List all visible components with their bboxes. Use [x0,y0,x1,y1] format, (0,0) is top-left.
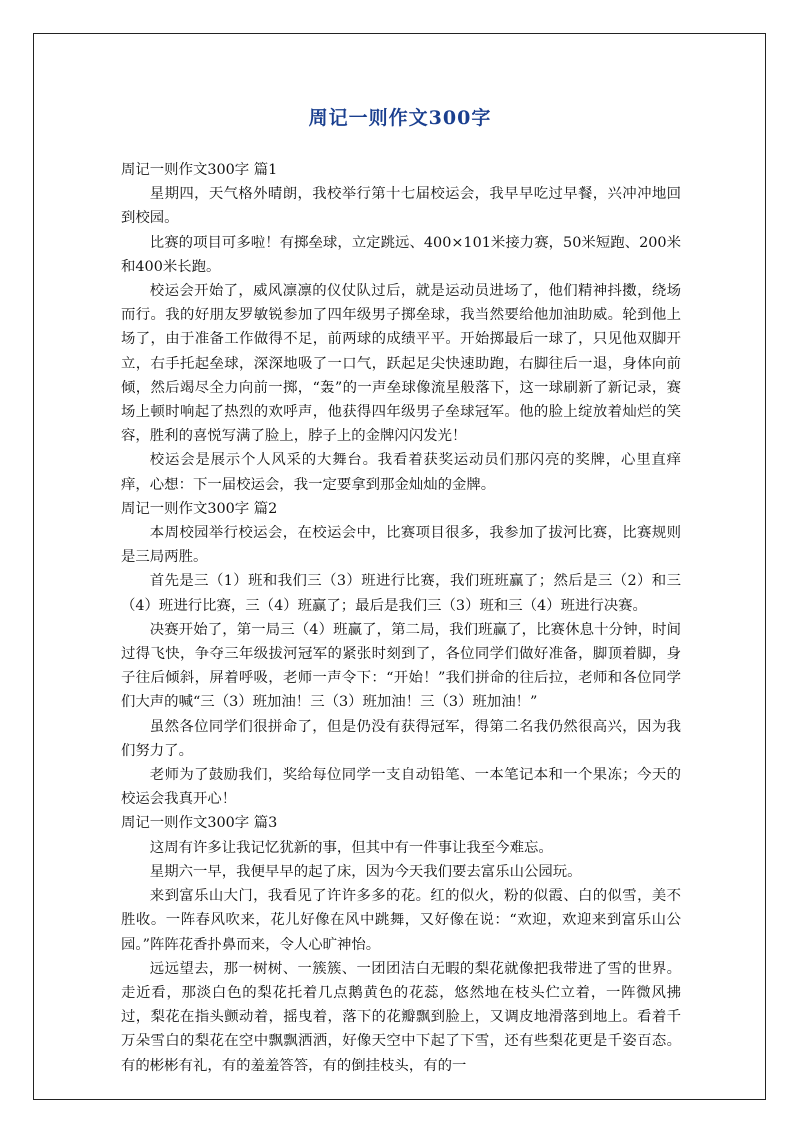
paragraph: 校运会开始了，威风凛凛的仪仗队过后，就是运动员进场了，他们精神抖擞，绕场而行。我的好朋友罗敏锐参加了四年级男子掷垒球，我当然要给他加油助威。轮到他上场了，由于准备工作做得不足，前两球的成绩平平。开始掷最后一球了，只见他双脚开立，右手托起垒球，深深地吸了一口气，跃起足尖快速助跑，右脚往后一退，身体向前倾，然后竭尽全力向前一掷，“轰”的一声垒球像流星般落下，这一球刷新了新记录，赛场上顿时响起了热烈的欢呼声，他获得四年级男子垒球冠军。他的脸上绽放着灿烂的笑容，胜利的喜悦写满了脸上，脖子上的金牌闪闪发光！ [121,283,681,445]
document-title: 周记一则作文300字 [308,107,492,129]
paragraph: 决赛开始了，第一局三（4）班赢了，第二局，我们班赢了，比赛休息十分钟，时间过得飞快，争夺三年级拔河冠军的紧张时刻到了，各位同学们做好准备，脚顶着脚，身子往后倾斜，屏着呼吸，老师一声令下：“开始！”我们拼命的往后拉，老师和各位同学们大声的喊“三（3）班加油！三（3）班加油！三（3）班加油！” [121,621,681,711]
paragraph: 校运会是展示个人风采的大舞台。我看着获奖运动员们那闪亮的奖牌，心里直痒痒，心想：下一届校运会，我一定要拿到那金灿灿的金牌。 [121,452,681,493]
section-heading-2: 周记一则作文300字 篇2 [121,500,278,517]
paragraph: 本周校园举行校运会，在校运会中，比赛项目很多，我参加了拔河比赛，比赛规则是三局两胜。 [121,525,681,566]
document-body [121,158,681,1078]
section-heading-3: 周记一则作文300字 篇3 [121,815,278,832]
paragraph: 来到富乐山大门，我看见了许许多多的花。红的似火，粉的似霞、白的似雪，美不胜收。一阵春风吹来，花儿好像在风中跳舞，又好像在说：“欢迎，欢迎来到富乐山公园。”阵阵花香扑鼻而来，令人心旷神怡。 [121,888,681,953]
paragraph: 远远望去，那一树树、一簇簇、一团团洁白无暇的梨花就像把我带进了雪的世界。走近看，那淡白色的梨花托着几点鹅黄色的花蕊，悠然地在枝头伫立着，一阵微风拂过，梨花在指头颤动着，摇曳着，落下的花瓣飘到脸上，又调皮地滑落到地上。看着千万朵雪白的梨花在空中飘飘洒洒，好像天空中下起了下雪，还有些梨花更是千姿百态。有的彬彬有礼，有的羞羞答答，有的倒挂枝头，有的一 [121,960,681,1074]
paragraph: 老师为了鼓励我们，奖给每位同学一支自动铅笔、一本笔记本和一个果冻；今天的校运会我真开心！ [121,767,681,808]
paragraph: 比赛的项目可多啦！有掷垒球，立定跳远、400×101米接力赛，50米短跑、200米和400米长跑。 [121,234,681,275]
paragraph: 这周有许多让我记忆犹新的事，但其中有一件事让我至今难忘。 [149,839,553,856]
paragraph: 虽然各位同学们很拼命了，但是仍没有获得冠军，得第二名我仍然很高兴，因为我们努力了。 [121,718,681,759]
paragraph: 首先是三（1）班和我们三（3）班进行比赛，我们班班赢了；然后是三（2）和三（4）班进行比赛，三（4）班赢了；最后是我们三（3）班和三（4）班进行决赛。 [121,573,681,614]
section-heading-1: 周记一则作文300字 篇1 [121,162,278,178]
paragraph: 星期四，天气格外晴朗，我校举行第十七届校运会，我早早吃过早餐，兴冲冲地回到校园。 [121,186,681,227]
paragraph: 星期六一早，我便早早的起了床，因为今天我们要去富乐山公园玩。 [149,863,582,880]
